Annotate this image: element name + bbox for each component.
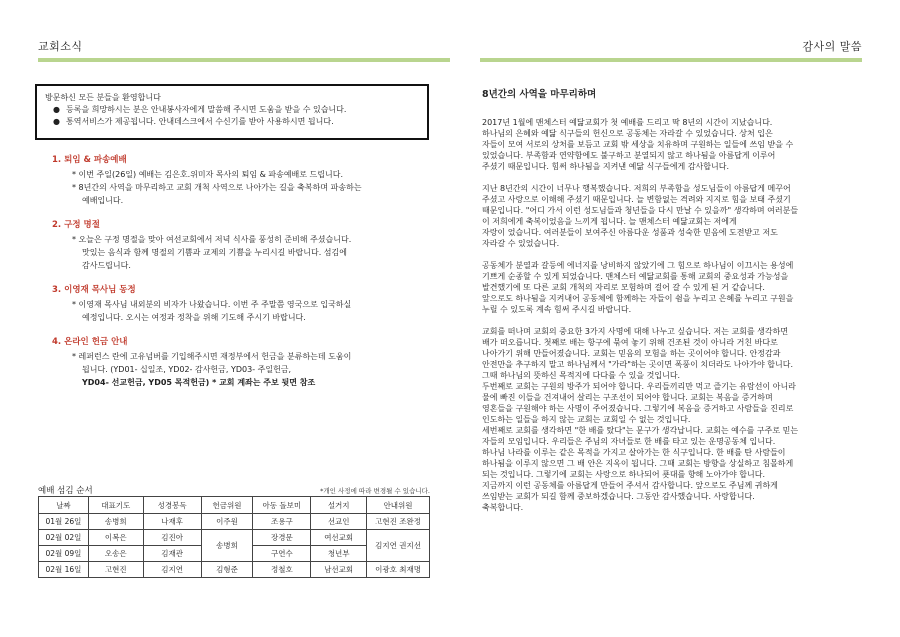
item-line: * 8년간의 사역을 마무리하고 교회 개척 사역으로 나아가는 길을 축복하며 파송하는 [72,183,362,192]
table-cell: 조용구 [253,514,311,530]
table-cell: 선교인 [311,514,367,530]
welcome-bullet [45,104,419,116]
table-cell: 여선교회 [311,530,367,546]
table-header-row [39,497,430,514]
table-cell: 청년부 [311,546,367,562]
welcome-bullet-text: 통역서비스가 제공됩니다. 안내데스크에서 수신기를 받아 사용하시면 됩니다. [65,117,334,126]
item-line: YD04- 선교헌금, YD05 목적헌금) * 교회 계좌는 주보 뒷면 참조 [82,378,316,387]
table-row [39,530,430,546]
letter-line: 두번째로 교회는 구원의 방주가 되어야 합니다. 우리들끼리만 먹고 즐기는 유람선이 아니라 [482,382,796,391]
welcome-bullet-text: 등록을 희망하시는 분은 안내봉사자에게 말씀해 주시면 도움을 받을 수 있습니다. [65,105,347,114]
table-cell: 02월 09일 [39,546,89,562]
letter-line: 지금까지 이런 공동체를 아름답게 만들어 주셔서 감사합니다. 앞으로도 주님께 귀하게 [482,481,778,490]
letter-line: 축복합니다. [482,503,524,512]
right-header-rule [480,58,862,62]
left-header-rule [38,58,450,62]
letter-paragraph [482,117,870,172]
section-title: 2. 구정 명절 [52,220,100,230]
table-cell: 장경문 [253,530,311,546]
letter-line: 공동체가 분열과 갈등에 에너지를 낭비하지 않았기에 그 힘으로 하나님이 이끄시는 용성에 [482,261,794,270]
letter-line: 쓰임받는 교회가 되길 함께 중보하겠습니다. 그동안 감사했습니다. 사랑합니다. [482,492,755,501]
letter-line: 기쁘게 순종할 수 있게 되었습니다. 맨체스터 예닮교회를 통해 교회의 중요성과 가능성을 [482,272,789,281]
letter-line: 자들이 모여 서로의 상처를 보듬고 교회 밖 세상을 치유하며 구원하는 일들에 쓰임 받을 수 [482,140,794,149]
item-line: * 레퍼런스 란에 고유넘버를 기입해주시면 재정부에서 헌금을 분류하는데 도움이 [72,352,352,361]
column-header: 헌금위원 [201,497,253,514]
letter-line: 하나님의 은혜와 예닮 식구들의 헌신으로 공동체는 자라갈 수 있었습니다. 상처 입은 [482,129,773,138]
left-page-header: 교회소식 [38,40,83,53]
bullet-dot-icon: ● [53,117,60,126]
table-cell: 김재관 [143,546,201,562]
letter-line: 지난 8년간의 시간이 너무나 행복했습니다. 저희의 부족함을 성도님들이 아름답게 메꾸어 [482,184,791,193]
section-title: 1. 퇴임 & 파송예배 [52,155,127,165]
duty-title: 예배 섬김 순서 [38,486,93,496]
table-cell-text: 김지연 권지선 [375,540,421,550]
letter-line: 있었습니다. 부족함과 연약함에도 불구하고 분열되지 않고 하나됨을 아름답게 이루어 [482,151,776,160]
item-line: * 이번 주일(26일) 예배는 김은호.위미자 목사의 퇴임 & 파송예배로 드립니다. [72,170,344,179]
letter-paragraph [482,326,870,513]
table-cell: 김형준 [201,562,253,578]
table-cell: 송병희 [88,514,143,530]
welcome-bullet [45,116,419,128]
table-cell: 구연수 [253,546,311,562]
letter-line: 세번째로 교회를 생각하면 "한 배를 탔다"는 문구가 생각납니다. 교회는 예수를 구주로 믿는 [482,426,799,435]
table-row [39,562,430,578]
table-cell: 02월 16일 [39,562,89,578]
letter-title: 8년간의 사역을 마무리하며 [482,89,597,100]
item-line: * 이영재 목사님 내외분의 비자가 나왔습니다. 이번 주 주말쯤 영국으로 입국하실 [72,300,352,309]
item-line: 감사드립니다. [82,261,131,270]
column-header: 성경봉독 [143,497,201,514]
letter-line: 교회를 떠나며 교회의 중요한 3가지 사명에 대해 나누고 싶습니다. 저는 교회를 생각하면 [482,327,789,336]
column-header: 대표기도 [88,497,143,514]
item-line: 맛있는 음식과 함께 명절의 기쁨과 교제의 기쁨을 누리시길 바랍니다. 섬김에 [82,248,347,257]
announcement-section [52,219,432,272]
letter-body [482,117,870,524]
table-cell [367,530,430,562]
letter-line: 자랑이 었습니다. 여러분들이 보여주신 아름다운 성품과 성숙한 믿음에 도전받고 저도 [482,228,778,237]
announcement-section [52,154,432,207]
letter-line: 자들의 모임입니다. 우리들은 주님의 자녀들로 한 배를 타고 있는 운명공동체 입니다. [482,437,776,446]
table-cell: 02월 02일 [39,530,89,546]
letter-line: 발견했기에 또 다른 교회 개척의 자리로 모험하며 걸어 갈 수 있게 된 거 같습니다. [482,283,765,292]
right-page-header: 감사의 말씀 [802,40,862,53]
letter-line: 인도하는 일들을 하지 않는 교회는 교회일 수 없는 것입니다. [482,415,691,424]
letter-line: 누릴 수 있도록 계속 힘써 주시길 바랍니다. [482,305,632,314]
letter-line: 하나님 나라를 이루는 같은 목적을 가지고 살아가는 한 식구입니다. 한 배를 탄 사람들이 [482,448,786,457]
letter-line: 자라갈 수 있었습니다. [482,239,560,248]
letter-line: 나아가기 위해 만들어졌습니다. 교회는 믿음의 모험을 하는 곳이어야 합니다. 안정감과 [482,349,781,358]
table-row [39,514,430,530]
column-header: 날짜 [39,497,89,514]
duty-header [38,484,430,496]
letter-line: 2017년 1월에 맨체스터 예닮교회가 첫 예배를 드리고 딱 8년의 시간이 지났습니다. [482,118,773,127]
column-header: 설거지 [311,497,367,514]
announcement-sections [52,154,432,401]
item-line: 예정입니다. 오시는 여정과 정착을 위해 기도해 주시기 바랍니다. [82,313,306,322]
item-line: 예배입니다. [82,196,124,205]
column-header: 아동 돌보미 [253,497,311,514]
letter-paragraph [482,260,870,315]
letter-line: 되는 것입니다. 그렇기에 교회는 사랑으로 하나되어 푯대를 향해 노아가야 합니다. [482,470,765,479]
table-cell: 이복은 [88,530,143,546]
table-cell: 정철호 [253,562,311,578]
table-cell: 고현진 [88,562,143,578]
letter-line: 그때 하나님의 뜻하신 목적지에 다다를 수 있을 것입니다. [482,371,681,380]
table-cell: 김지연 [143,562,201,578]
letter-line: 앞으로도 하나됨을 지켜내어 공동체에 함께하는 자들이 쉼을 누리고 은혜를 누리고 구원을 [482,294,794,303]
bullet-dot-icon: ● [53,105,60,114]
duty-note: *개인 사정에 따라 변경될 수 있습니다. [320,487,430,495]
welcome-box [35,84,429,140]
letter-line: 주셨고 사랑으로 이해해 주셨기 때문입니다. 늘 변함없는 격려와 지지로 힘을 보태 주셨기 [482,195,791,204]
welcome-title: 방문하신 모든 분들을 환영합니다 [45,93,161,102]
letter-line: 안전만을 추구하지 말고 하나님께서 "가라"하는 곳이면 폭풍이 치더라도 나아가야 합니다. [482,360,793,369]
column-header: 안내위원 [367,497,430,514]
letter-line: 주셨기 때문입니다. 힘써 하나됨을 지켜낸 예닮 식구들에게 감사합니다. [482,162,729,171]
table-cell: 나재후 [143,514,201,530]
item-line: * 오늘은 구정 명절을 맞아 여선교회에서 저녁 식사를 풍성히 준비해 주셨습니다. [72,235,352,244]
duty-table [38,496,430,578]
right-page [450,0,900,637]
table-cell: 이광호 최재명 [367,562,430,578]
letter-line: 하나됨을 이루지 않으면 그 배 안은 지옥이 됩니다. 그때 교회는 방향을 상실하고 침몰하게 [482,459,794,468]
table-cell: 01월 26일 [39,514,89,530]
letter-line: 이 저희에게 축복이었음을 느끼게 됩니다. 늘 맨체스터 예닮교회는 저에게 [482,217,737,226]
table-cell: 김진아 [143,530,201,546]
table-cell: 송병희 [201,530,253,562]
item-line: 됩니다. (YD01- 십일조, YD02- 감사헌금, YD03- 주일헌금, [82,365,292,374]
table-cell: 이주원 [201,514,253,530]
letter-line: 물에 빠진 이들을 건져내어 살리는 구조선이 되어야 합니다. 교회는 복음을 증거하며 [482,393,773,402]
table-cell: 오송은 [88,546,143,562]
letter-line: 배가 떠오릅니다. 첫째로 배는 항구에 묶여 놓기 위해 건조된 것이 아니라 거친 바다로 [482,338,778,347]
table-cell: 고현진 조완정 [367,514,430,530]
section-title: 3. 이영재 목사님 동정 [52,285,136,295]
announcement-section [52,336,432,389]
section-title: 4. 온라인 헌금 안내 [52,337,128,347]
announcement-section [52,284,432,324]
table-cell: 남선교회 [311,562,367,578]
letter-line: 영혼들을 구원해야 하는 사명이 주어졌습니다. 그렇기에 복음을 증거하고 사람들을 진리로 [482,404,794,413]
letter-paragraph [482,183,870,249]
letter-line: 때문입니다. "어디 가서 이런 성도님들과 청년들을 다시 만날 수 있을까" 생각하며 여러분들 [482,206,799,215]
